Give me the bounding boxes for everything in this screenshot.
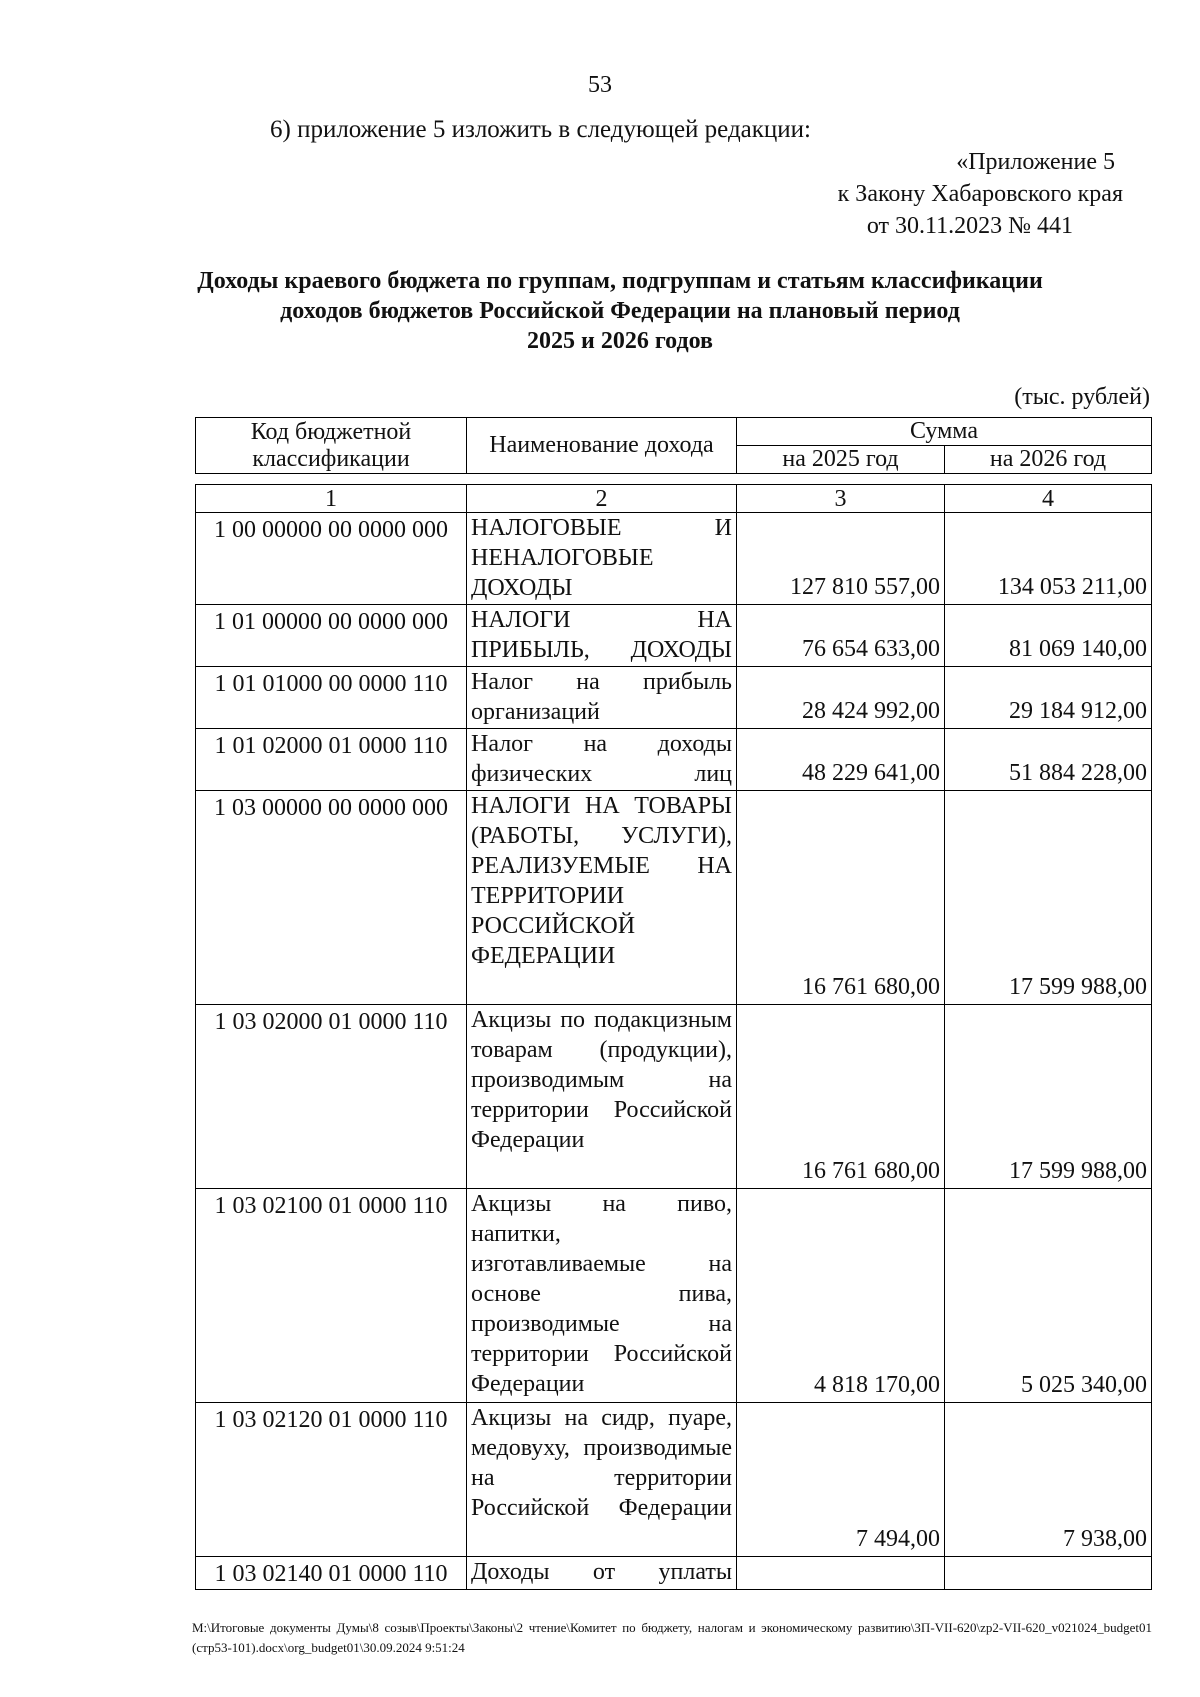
income-table [195,484,1152,1590]
col-number: 4 [945,485,1152,513]
appendix-reference [723,146,1123,242]
table-row [196,513,1152,605]
row-value-2025: 127 810 557,00 [737,513,945,605]
row-value-2025: 76 654 633,00 [737,605,945,667]
row-name: Акцизы на сидр, пуаре, медовуху, производимые на территории Российской Федерации [467,1403,737,1557]
row-value-2025: 48 229 641,00 [737,729,945,791]
row-value-2026 [945,1557,1152,1590]
header-code: Код бюджетной классификации [196,418,467,474]
row-code: 1 03 02100 01 0000 110 [196,1189,467,1403]
row-name: Акцизы на пиво, напитки, изготавливаемые на основе пива, производимые на территории Российской Федерации [467,1189,737,1403]
row-name: НАЛОГИ НА ПРИБЫЛЬ, ДОХОДЫ [467,605,737,667]
row-code: 1 03 00000 00 0000 000 [196,791,467,1005]
file-path-footer: M:\Итоговые документы Думы\8 созыв\Проекты\Законы\2 чтение\Комитет по бюджету, налогам и экономическому развитию\ЗП-VII-620\zp2-VII-620_v021024_budget01 (стр53-101).docx\org_budget01\30.09.2024 9:51:24 [192,1620,1152,1655]
col-number: 3 [737,485,945,513]
row-code: 1 01 02000 01 0000 110 [196,729,467,791]
column-numbers-row [196,485,1152,513]
title-line-1: Доходы краевого бюджета по группам, подгруппам и статьям классификации [197,268,1043,294]
header-2025: на 2025 год [737,446,945,474]
col-number: 2 [467,485,737,513]
col-number: 1 [196,485,467,513]
row-name: Акцизы по подакцизным товарам (продукции), производимым на территории Российской Федерации [467,1005,737,1189]
row-value-2025: 16 761 680,00 [737,791,945,1005]
row-value-2025: 16 761 680,00 [737,1005,945,1189]
row-name: НАЛОГОВЫЕ И НЕНАЛОГОВЫЕ ДОХОДЫ [467,513,737,605]
page-number: 53 [588,72,612,98]
table-row [196,605,1152,667]
units-label: (тыс. рублей) [1014,384,1150,410]
table-row [196,667,1152,729]
table-row [196,1557,1152,1590]
table-row [196,791,1152,1005]
row-code: 1 01 01000 00 0000 110 [196,667,467,729]
row-value-2025: 4 818 170,00 [737,1189,945,1403]
row-code: 1 00 00000 00 0000 000 [196,513,467,605]
row-value-2025 [737,1557,945,1590]
row-value-2026: 29 184 912,00 [945,667,1152,729]
title-line-3: 2025 и 2026 годов [527,328,713,354]
row-code: 1 03 02120 01 0000 110 [196,1403,467,1557]
row-code: 1 03 02000 01 0000 110 [196,1005,467,1189]
row-name: Доходы от уплаты [467,1557,737,1590]
row-value-2026: 5 025 340,00 [945,1189,1152,1403]
row-name: Налог на прибыль организаций [467,667,737,729]
table-row [196,1005,1152,1189]
appendix-line-3: от 30.11.2023 № 441 [866,213,1073,239]
table-row [196,729,1152,791]
header-sum: Сумма [737,418,1152,446]
row-name: НАЛОГИ НА ТОВАРЫ (РАБОТЫ, УСЛУГИ), РЕАЛИЗУЕМЫЕ НА ТЕРРИТОРИИ РОССИЙСКОЙ ФЕДЕРАЦИИ [467,791,737,1005]
row-value-2025: 28 424 992,00 [737,667,945,729]
header-2026: на 2026 год [945,446,1152,474]
document-title [0,266,1200,356]
table-header [195,417,1152,474]
row-value-2026: 7 938,00 [945,1403,1152,1557]
row-name: Налог на доходы физических лиц [467,729,737,791]
row-code: 1 03 02140 01 0000 110 [196,1557,467,1590]
row-value-2026: 51 884 228,00 [945,729,1152,791]
row-value-2026: 134 053 211,00 [945,513,1152,605]
row-value-2025: 7 494,00 [737,1403,945,1557]
table-row [196,1403,1152,1557]
table-row [196,1189,1152,1403]
intro-text: 6) приложение 5 изложить в следующей редакции: [270,116,811,143]
header-name: Наименование дохода [467,418,737,474]
title-line-2: доходов бюджетов Российской Федерации на плановый период [280,298,960,324]
row-value-2026: 81 069 140,00 [945,605,1152,667]
appendix-line-2: к Закону Хабаровского края [837,181,1123,207]
row-value-2026: 17 599 988,00 [945,1005,1152,1189]
row-value-2026: 17 599 988,00 [945,791,1152,1005]
appendix-line-1: «Приложение 5 [956,149,1115,175]
row-code: 1 01 00000 00 0000 000 [196,605,467,667]
